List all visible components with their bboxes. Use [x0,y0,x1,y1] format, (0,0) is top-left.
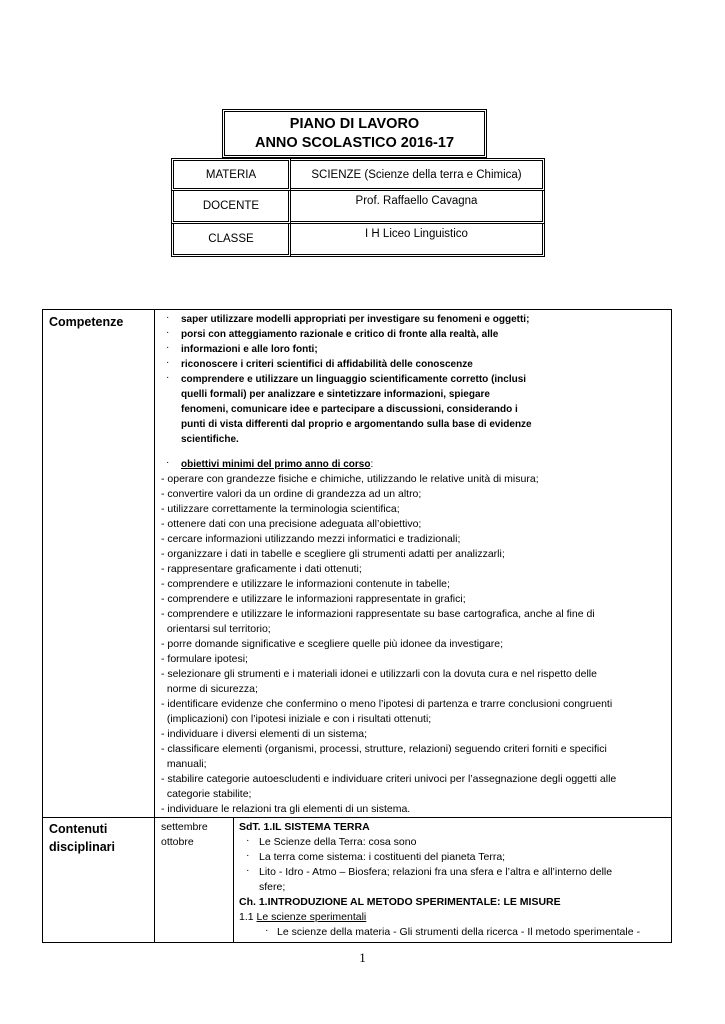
list-item-continuation: fenomeni, comunicare idee e partecipare a discussioni, considerando i [181,404,518,415]
month-label: settembre [161,821,208,833]
list-item: · La terra come sistema: i costituenti del pianeta Terra; [246,849,506,863]
info-table [171,158,545,257]
objective-item: - stabilire categorie autoescludenti e individuare criteri univoci per l’assegnazione degli oggetti alle [161,773,617,785]
competenze-content [161,312,666,817]
section-heading: 1.1 Le scienze sperimentali [239,911,367,923]
info-row-materia [171,158,545,191]
objectives-heading: · obiettivi minimi del primo anno di corso: [166,457,374,470]
bullet-icon: · [166,357,170,368]
list-item: · Le scienze della materia - Gli strumenti della ricerca - Il metodo sperimentale - [265,924,640,938]
objective-item: - comprendere e utilizzare le informazioni rappresentate in grafici; [161,593,466,605]
objective-item: - comprendere e utilizzare le informazioni rappresentate su base cartografica, anche al fine di [161,608,595,620]
competenze-label: Competenze [49,315,124,329]
objective-item: - rappresentare graficamente i dati ottenuti; [161,563,362,575]
page-number: 1 [359,950,366,965]
objective-item: - convertire valori da un ordine di grandezza ad un altro; [161,488,422,500]
info-row-classe [171,224,545,257]
contenuti-label: Contenuti disciplinari [49,822,115,854]
list-item: · Le Scienze della Terra: cosa sono [246,834,417,848]
objective-item: manuali; [161,758,207,770]
list-item: · Lito - Idro - Atmo – Biosfera; relazioni fra una sfera e l’altra e all’interno delle [246,864,613,878]
list-item: · porsi con atteggiamento razionale e critico di fronte alla realtà, alle [166,327,499,340]
month-label: ottobre [161,836,194,848]
objective-item: categorie stabilite; [161,788,252,800]
objectives-list [161,472,666,817]
objective-item: - organizzare i dati in tabelle e scegliere gli strumenti adatti per analizzarli; [161,548,505,560]
objective-item: - utilizzare correttamente la terminologia scientifica; [161,503,400,515]
objective-item: - identificare evidenze che confermino o meno l’ipotesi di partenza e trarre conclusioni congruenti [161,698,613,710]
bullet-icon: · [246,834,250,846]
objective-item: - operare con grandezze fisiche e chimiche, utilizzando le relative unità di misura; [161,473,539,485]
objective-item: (implicazioni) con l’ipotesi iniziale e con i risultati ottenuti; [161,713,432,725]
list-item-continuation: punti di vista differenti dal proprio e argomentando sulla base di evidenze [181,419,532,430]
list-item-continuation: sfere; [259,881,286,893]
bullet-icon: · [246,849,250,861]
objective-item: - selezionare gli strumenti e i materiali idonei e utilizzarli con la dovuta cura e nel rispetto delle [161,668,597,680]
objective-item: orientarsi sul territorio; [161,623,271,635]
info-label-classe: CLASSE [171,224,291,257]
objective-item: - formulare ipotesi; [161,653,248,665]
objective-item: - comprendere e utilizzare le informazioni contenute in tabelle; [161,578,450,590]
unit-heading: SdT. 1.IL SISTEMA TERRA [239,821,370,833]
info-value-materia: SCIENZE (Scienze della terra e Chimica) [291,158,545,191]
program-table [42,309,672,943]
list-item: · comprendere e utilizzare un linguaggio scientificamente corretto (inclusi [166,372,527,385]
info-value-classe: I H Liceo Linguistico [291,224,545,257]
list-item: · riconoscere i criteri scientifici di affidabilità delle conoscenze [166,357,473,370]
info-row-docente [171,191,545,224]
contenuti-content [239,820,669,940]
months-cell [161,820,231,850]
objective-item: - cercare informazioni utilizzando mezzi informatici e tradizionali; [161,533,461,545]
bullet-icon: · [166,457,170,468]
month-column-divider [233,817,234,942]
chapter-heading: Ch. 1.INTRODUZIONE AL METODO SPERIMENTALE: LE MISURE [239,896,561,908]
info-label-docente: DOCENTE [171,191,291,224]
list-item-continuation: scientifiche. [181,434,239,445]
bullet-icon: · [166,372,170,383]
objective-item: - individuare le relazioni tra gli elementi di un sistema. [161,803,411,815]
bullet-icon: · [246,864,250,876]
bullet-icon: · [166,342,170,353]
list-item: · informazioni e alle loro fonti; [166,342,318,355]
school-year: ANNO SCOLASTICO 2016-17 [254,135,455,151]
bullet-icon: · [265,924,269,936]
objective-item: - porre domande significative e scegliere quelle più idonee da investigare; [161,638,504,650]
bullet-icon: · [166,312,170,323]
objective-item: - ottenere dati con una precisione adeguata all’obiettivo; [161,518,422,530]
info-label-materia: MATERIA [171,158,291,191]
document-title: PIANO DI LAVORO [289,116,420,132]
title-box [222,109,487,158]
info-value-docente: Prof. Raffaello Cavagna [291,191,545,224]
list-item-continuation: quelli formali) per analizzare e sintetizzare informazioni, spiegare [181,389,490,400]
objective-item: - classificare elementi (organismi, processi, strutture, relazioni) seguendo criteri forniti e specifici [161,743,607,755]
objective-item: - individuare i diversi elementi di un sistema; [161,728,368,740]
list-item: · saper utilizzare modelli appropriati per investigare su fenomeni e oggetti; [166,312,530,325]
objective-item: norme di sicurezza; [161,683,258,695]
row-divider [43,817,671,818]
bullet-icon: · [166,327,170,338]
